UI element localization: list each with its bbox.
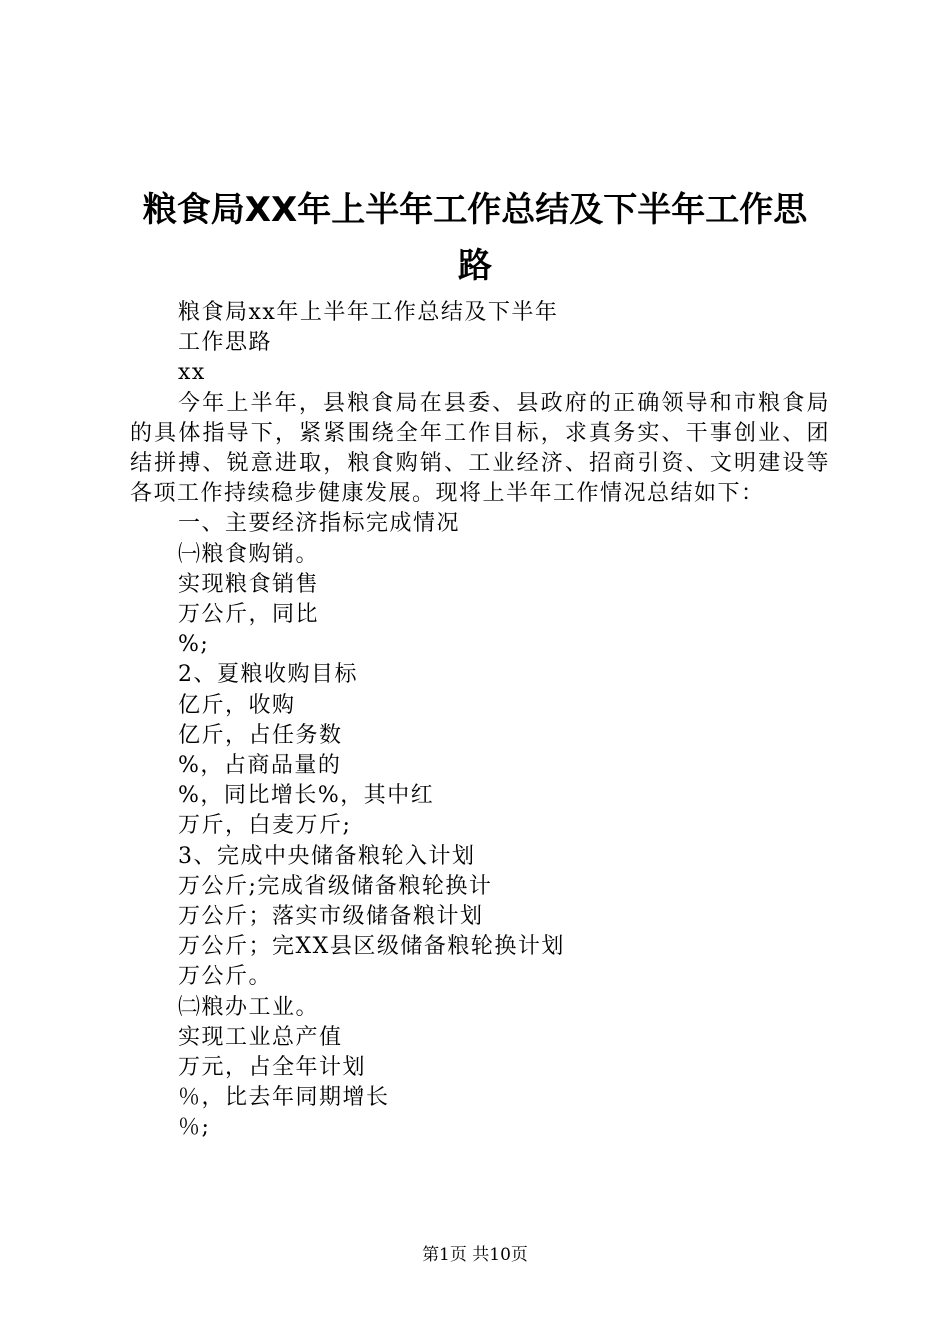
- body-line: 实现粮食销售: [178, 571, 320, 597]
- subtitle-line: 粮食局xx年上半年工作总结及下半年: [178, 300, 559, 325]
- section-heading: 一、主要经济指标完成情况: [178, 511, 461, 537]
- document-title-line-1: 粮食局XX年上半年工作总结及下半年工作思: [142, 190, 808, 230]
- document-body: [130, 298, 830, 1144]
- body-line: 3、完成中央储备粮轮入计划: [178, 843, 476, 869]
- page-number-footer: 第1页 共10页: [422, 1245, 528, 1265]
- body-line: 亿斤，收购: [178, 692, 296, 718]
- subsection-heading: ㈠粮食购销。: [178, 541, 320, 567]
- body-line: 万公斤；完XX县区级储备粮轮换计划: [178, 934, 565, 960]
- body-line: 万元，占全年计划: [178, 1055, 367, 1081]
- body-line: 万公斤。: [178, 964, 273, 990]
- body-line: 万公斤，同比: [178, 602, 320, 628]
- body-line: 2、夏粮收购目标: [178, 662, 358, 688]
- body-line: 实现工业总产值: [178, 1024, 343, 1050]
- body-line: ％，比去年同期增长: [178, 1085, 390, 1111]
- intro-paragraph: 今年上半年，县粮食局在县委、县政府的正确领导和市粮食局的具体指导下，紧紧围绕全年工作目标，求真务实、干事创业、团结拼搏、锐意进取，粮食购销、工业经济、招商引资、文明建设等各项工作持续稳步健康发展。现将上半年工作情况总结如下：: [130, 390, 830, 507]
- body-line: 亿斤，占任务数: [178, 722, 343, 748]
- body-line: 万公斤;完成省级储备粮轮换计: [178, 873, 493, 899]
- body-line: 万斤，白麦万斤;: [178, 813, 352, 839]
- subsection-heading: ㈡粮办工业。: [178, 994, 320, 1020]
- body-line: %，占商品量的: [178, 753, 342, 779]
- document-title-line-2: 路: [458, 246, 492, 286]
- body-line: 万公斤；落实市级储备粮计划: [178, 904, 484, 930]
- body-line: %，同比增长%，其中红: [178, 783, 435, 809]
- body-line: %;: [178, 632, 210, 658]
- year-line: xx: [178, 360, 206, 386]
- body-line: ％;: [178, 1115, 211, 1141]
- subtitle-line: 工作思路: [178, 330, 273, 356]
